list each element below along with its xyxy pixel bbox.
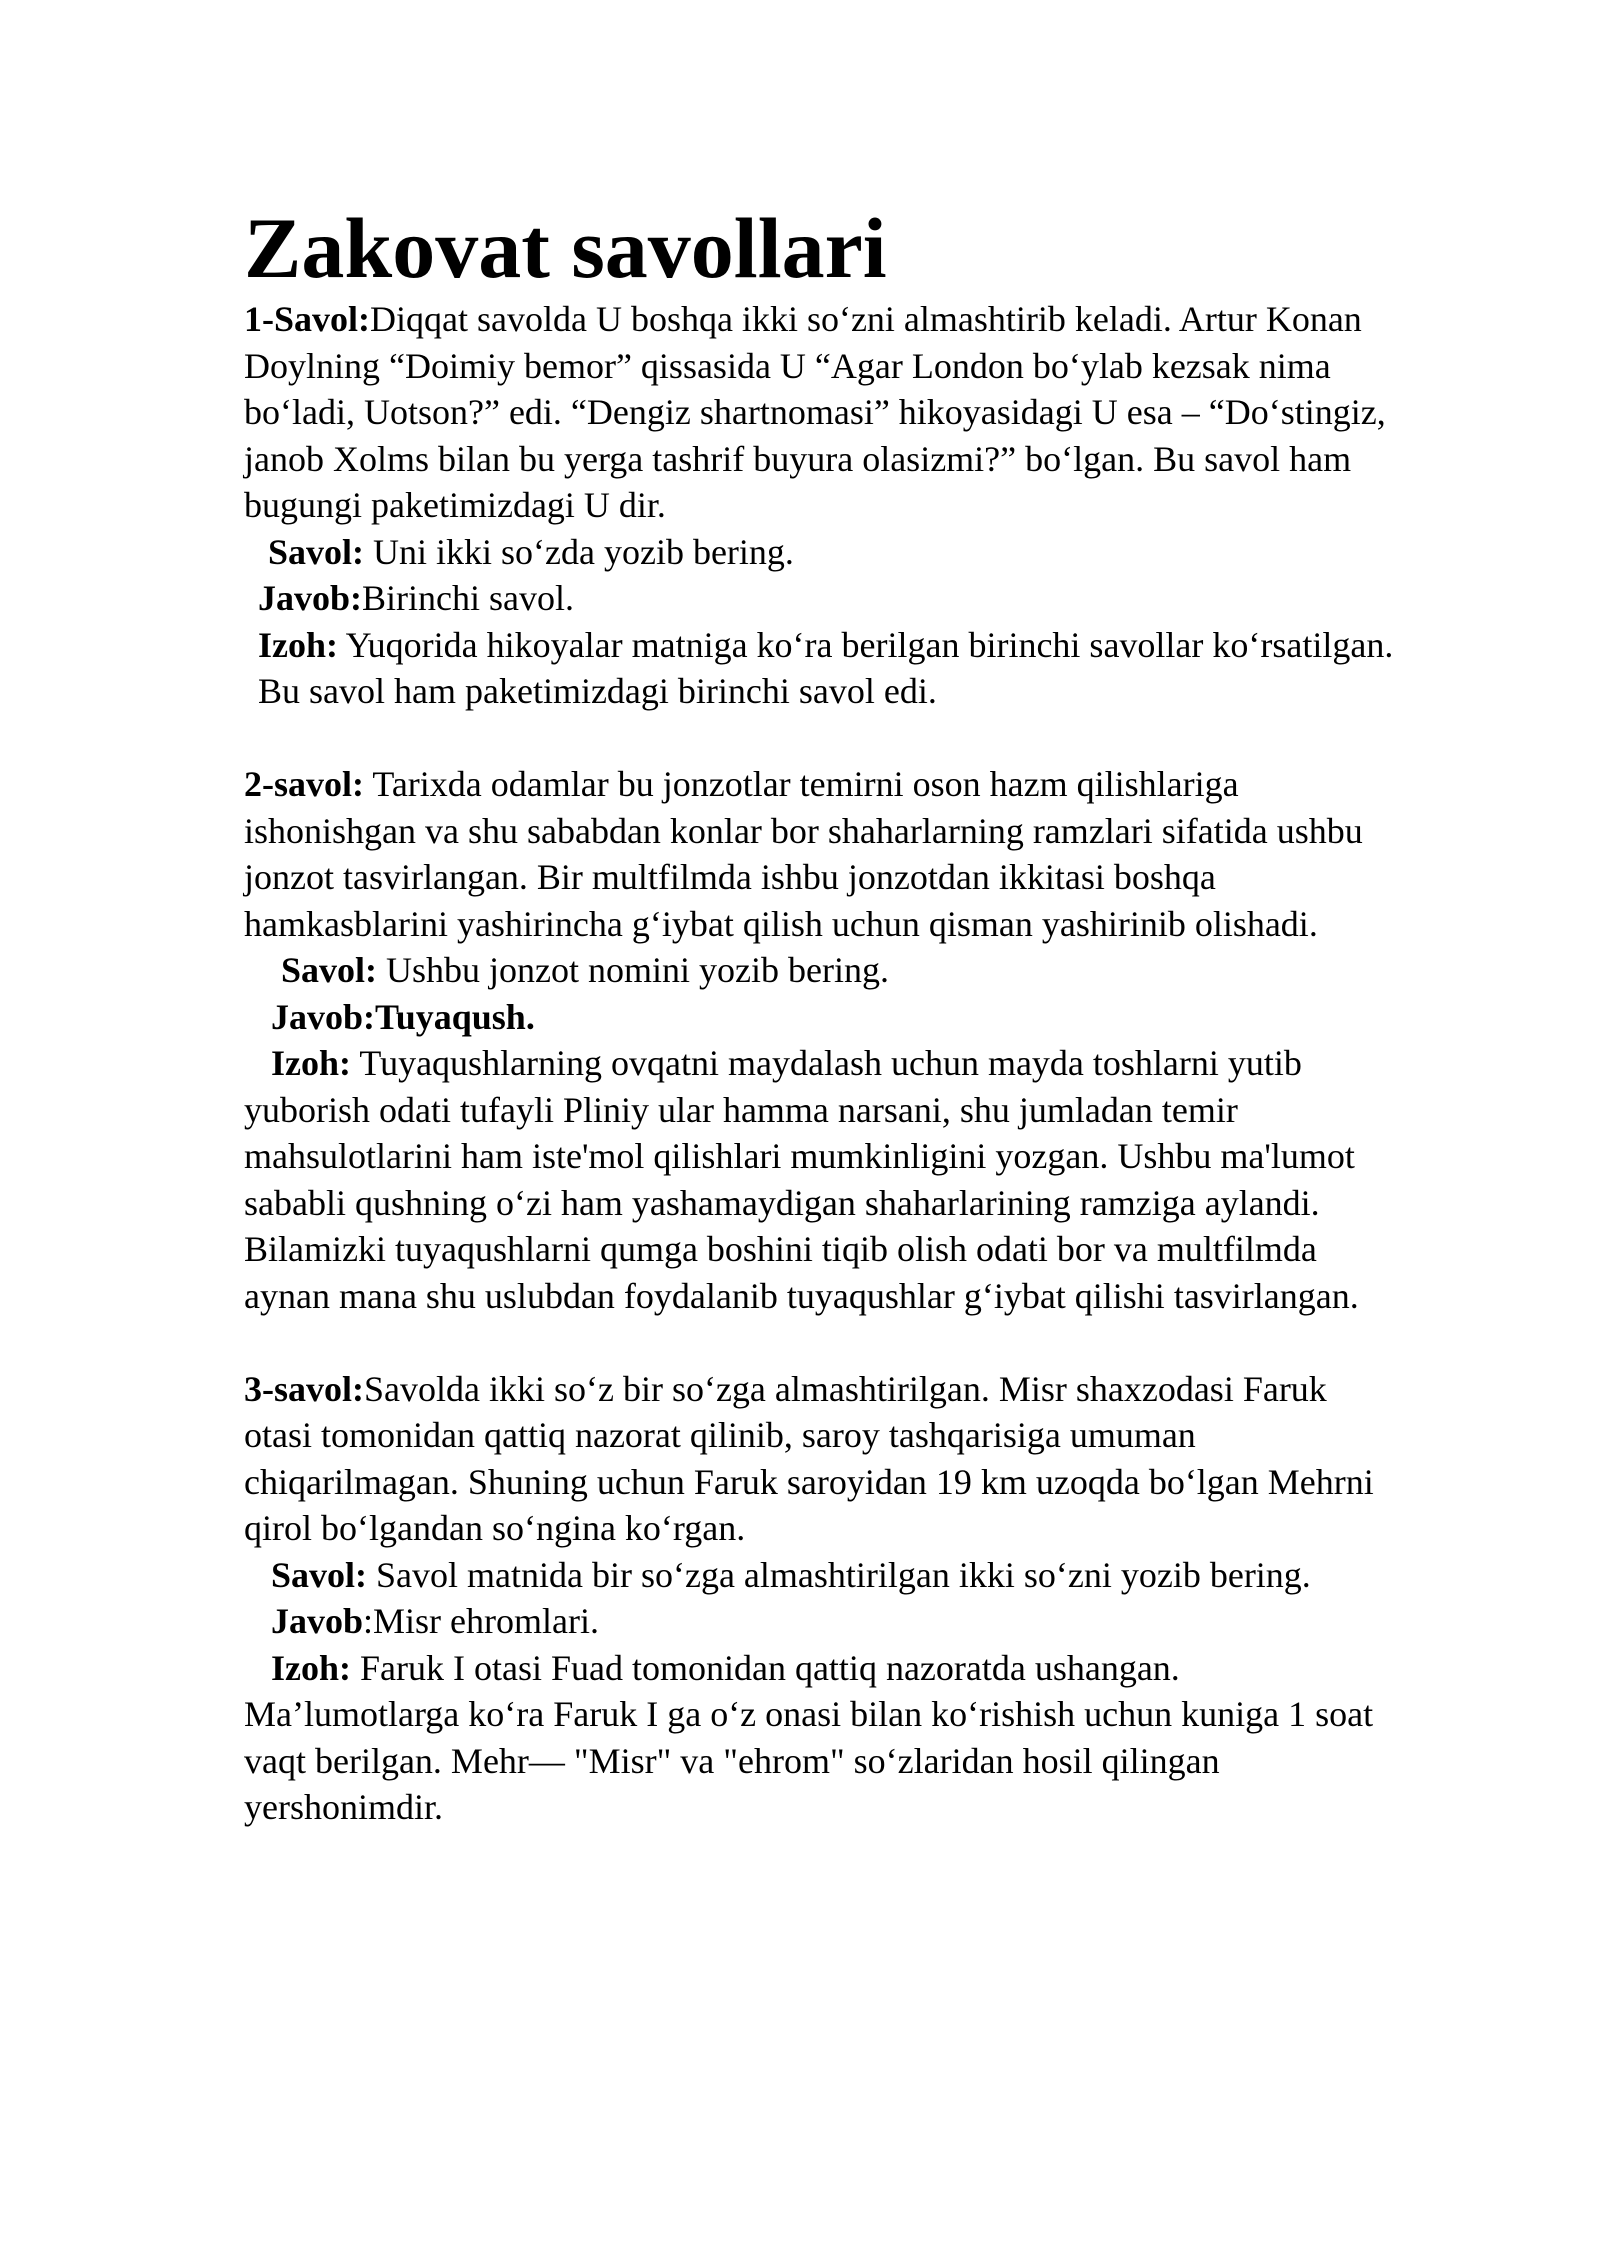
question-3-label: 3-savol: (244, 1368, 364, 1409)
question-1-javob: Javob:Birinchi savol. (258, 578, 574, 618)
question-1-label: 1-Savol: (244, 299, 370, 339)
question-2-savol: Savol: Ushbu jonzot nomini yozib bering. (281, 950, 889, 990)
document-title: Zakovat savollari (244, 200, 887, 296)
question-1-izoh: Izoh: Yuqorida hikoyalar matniga ko‘ra berilgan birinchi savollar ko‘rsatilgan. Bu savol ham paketimizdagi birinchi savol edi. (258, 624, 1394, 711)
question-2-izoh: Izoh: Tuyaqushlarning ovqatni maydalash uchun mayda toshlarni yutib yuborish odati tufayli Pliniy ular hamma narsani, shu jumladan temir mahsulotlarini ham iste'mol qilishlari mumkinligini yozgan. Ushbu ma'lumot sababli qushning o‘zi ham yashamaydigan shaharlarining ramziga aylandi. Bilamizki tuyaqushlarni qumga boshini tiqib olish odati bor va multfilmda aynan mana shu uslubdan foydalanib tuyaqushlar g‘iybat qilishi tasvirlangan. (244, 1043, 1359, 1316)
question-3-savol: Savol: Savol matnida bir so‘zga almashtirilgan ikki so‘zni yozib bering. (271, 1554, 1311, 1595)
question-3-javob: Javob:Misr ehromlari. (271, 1601, 599, 1641)
question-2-label: 2-savol: (244, 764, 364, 804)
question-3-izoh: Izoh: Faruk I otasi Fuad tomonidan qattiq nazoratda ushangan. Ma’lumotlarga ko‘ra Faruk I ga o‘z onasi bilan ko‘rishish uchun kuniga 1 soat vaqt berilgan. Mehr— "Misr" va "ehrom" so‘zlaridan hosil qilingan yershonimdir. (244, 1647, 1374, 1827)
question-1 (244, 296, 1394, 715)
question-3 (244, 1366, 1394, 1831)
spacer (244, 1319, 1394, 1366)
document-page (244, 200, 1394, 1831)
spacer (244, 715, 1394, 762)
question-3-text: 3-savol:Savolda ikki so‘z bir so‘zga almashtirilgan. Misr shaxzodasi Faruk otasi tomonidan qattiq nazorat qilinib, saroy tashqarisiga umuman chiqarilmagan. Shuning uchun Faruk saroyidan 19 km uzoqda bo‘lgan Mehrni qirol bo‘lgandan so‘ngina ko‘rgan. (244, 1368, 1374, 1548)
question-1-savol: Savol: Uni ikki so‘zda yozib bering. (268, 531, 794, 572)
question-2 (244, 761, 1394, 1319)
question-1-text: 1-Savol:Diqqat savolda U boshqa ikki so‘zni almashtirib keladi. Artur Konan Doylning “Doimiy bemor” qissasida U “Agar London bo‘ylab kezsak nima bo‘ladi, Uotson?” edi. “Dengiz shartnomasi” hikoyasidagi U esa – “Do‘stingiz, janob Xolms bilan bu yerga tashrif buyura olasizmi?” bo‘lgan. Bu savol ham bugungi paketimizdagi U dir. (244, 299, 1386, 525)
question-2-javob: Javob:Tuyaqush. (271, 996, 535, 1037)
question-2-text: 2-savol: Tarixda odamlar bu jonzotlar temirni oson hazm qilishlariga ishonishgan va shu sababdan konlar bor shaharlarning ramzlari sifatida ushbu jonzot tasvirlangan. Bir multfilmda ishbu jonzotdan ikkitasi boshqa hamkasblarini yashirincha g‘iybat qilish uchun qisman yashirinib olishadi. (244, 764, 1363, 944)
